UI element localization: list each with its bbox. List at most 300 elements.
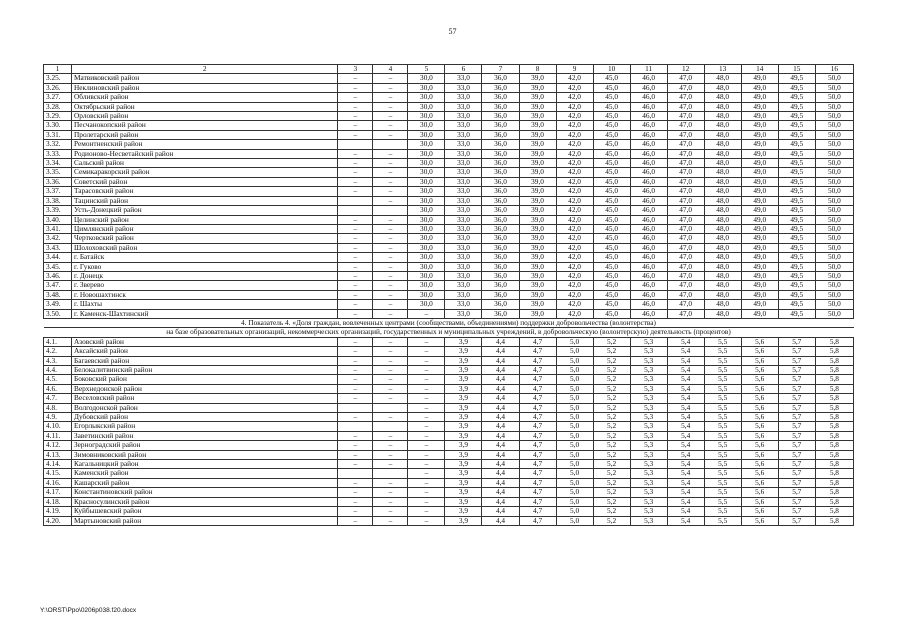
value-cell: – xyxy=(338,309,373,318)
value-cell: 5,5 xyxy=(704,356,741,365)
value-cell: 5,6 xyxy=(741,337,778,346)
row-number: 3.42. xyxy=(44,234,72,243)
value-cell: 49,0 xyxy=(741,215,778,224)
value-cell: 47,0 xyxy=(667,262,704,271)
value-cell: 39,0 xyxy=(519,234,556,243)
value-cell: 30,0 xyxy=(408,206,445,215)
value-cell: 3,9 xyxy=(445,507,482,516)
value-cell: 33,0 xyxy=(445,271,482,280)
value-cell: 5,7 xyxy=(778,347,815,356)
value-cell: 5,4 xyxy=(667,497,704,506)
value-cell: 4,7 xyxy=(519,478,556,487)
value-cell: 5,5 xyxy=(704,394,741,403)
row-number: 4.6. xyxy=(44,384,72,393)
value-cell: 49,0 xyxy=(741,74,778,83)
district-name: Кагальницкий район xyxy=(72,460,338,469)
value-cell: 5,4 xyxy=(667,366,704,375)
value-cell: 49,0 xyxy=(741,149,778,158)
value-cell: 5,2 xyxy=(593,366,630,375)
district-name: Шолоховский район xyxy=(72,243,338,252)
value-cell: 45,0 xyxy=(593,177,630,186)
table-header-row xyxy=(44,65,854,74)
row-number: 3.40. xyxy=(44,215,72,224)
value-cell: 47,0 xyxy=(667,187,704,196)
value-cell: 46,0 xyxy=(630,196,667,205)
value-cell: 5,0 xyxy=(556,497,593,506)
value-cell: 30,0 xyxy=(408,196,445,205)
value-cell: – xyxy=(408,488,445,497)
value-cell: 49,0 xyxy=(741,159,778,168)
value-cell: 5,2 xyxy=(593,497,630,506)
table-row xyxy=(44,168,854,177)
value-cell: 33,0 xyxy=(445,196,482,205)
value-cell xyxy=(338,206,373,215)
value-cell: – xyxy=(373,337,408,346)
value-cell: 49,5 xyxy=(778,83,815,92)
value-cell: – xyxy=(338,271,373,280)
value-cell: 5,4 xyxy=(667,507,704,516)
district-name: Усть-Донецкий район xyxy=(72,206,338,215)
value-cell: 47,0 xyxy=(667,121,704,130)
section-title: 4. Показатель 4. «Доля граждан, вовлеченных центрами (сообществами, объединениями) поддержки добровольчества (волонтерства) xyxy=(44,318,854,327)
value-cell: 45,0 xyxy=(593,140,630,149)
value-cell: 4,7 xyxy=(519,469,556,478)
value-cell: 33,0 xyxy=(445,206,482,215)
row-number: 4.7. xyxy=(44,394,72,403)
value-cell: 5,5 xyxy=(704,375,741,384)
value-cell: 30,0 xyxy=(408,262,445,271)
value-cell: – xyxy=(408,450,445,459)
district-name: Веселовский район xyxy=(72,394,338,403)
value-cell: 5,2 xyxy=(593,516,630,525)
table-row xyxy=(44,281,854,290)
table-row xyxy=(44,337,854,346)
value-cell: 5,2 xyxy=(593,431,630,440)
value-cell: 36,0 xyxy=(482,290,519,299)
value-cell: 36,0 xyxy=(482,112,519,121)
row-number: 4.2. xyxy=(44,347,72,356)
value-cell: 50,0 xyxy=(815,121,853,130)
value-cell: – xyxy=(338,290,373,299)
value-cell: 16 xyxy=(815,65,853,74)
value-cell: – xyxy=(338,281,373,290)
value-cell: 33,0 xyxy=(445,140,482,149)
row-number: 4.10. xyxy=(44,422,72,431)
value-cell: – xyxy=(373,177,408,186)
value-cell: 5,4 xyxy=(667,469,704,478)
value-cell: 50,0 xyxy=(815,187,853,196)
value-cell: 5,8 xyxy=(815,469,853,478)
value-cell: 5,0 xyxy=(556,516,593,525)
value-cell: 49,5 xyxy=(778,206,815,215)
value-cell: – xyxy=(373,159,408,168)
value-cell: 5,4 xyxy=(667,356,704,365)
value-cell: 5,0 xyxy=(556,469,593,478)
value-cell: 46,0 xyxy=(630,130,667,139)
table-row xyxy=(44,309,854,318)
value-cell: 49,0 xyxy=(741,196,778,205)
value-cell: 5,2 xyxy=(593,413,630,422)
table-row xyxy=(44,497,854,506)
value-cell: 4,4 xyxy=(482,413,519,422)
district-name: Дубовский район xyxy=(72,413,338,422)
value-cell: – xyxy=(408,507,445,516)
table-row xyxy=(44,224,854,233)
value-cell: 5,3 xyxy=(630,347,667,356)
value-cell: 4,7 xyxy=(519,337,556,346)
value-cell: 46,0 xyxy=(630,253,667,262)
value-cell xyxy=(338,403,373,412)
district-name: Цимлянский район xyxy=(72,224,338,233)
value-cell: 48,0 xyxy=(704,112,741,121)
value-cell: – xyxy=(408,384,445,393)
value-cell: – xyxy=(373,74,408,83)
value-cell: 50,0 xyxy=(815,83,853,92)
value-cell: – xyxy=(408,413,445,422)
value-cell: 33,0 xyxy=(445,102,482,111)
value-cell: 50,0 xyxy=(815,234,853,243)
value-cell: 30,0 xyxy=(408,93,445,102)
value-cell: – xyxy=(373,507,408,516)
value-cell: 5,5 xyxy=(704,478,741,487)
value-cell: 49,5 xyxy=(778,309,815,318)
value-cell: 46,0 xyxy=(630,290,667,299)
value-cell: – xyxy=(338,441,373,450)
value-cell: 5,3 xyxy=(630,507,667,516)
value-cell: 46,0 xyxy=(630,300,667,309)
value-cell: 5,8 xyxy=(815,460,853,469)
value-cell: 39,0 xyxy=(519,187,556,196)
value-cell: 3,9 xyxy=(445,469,482,478)
value-cell: 3,9 xyxy=(445,347,482,356)
value-cell: 5,6 xyxy=(741,413,778,422)
value-cell: 50,0 xyxy=(815,112,853,121)
district-name: Красносулинский район xyxy=(72,497,338,506)
value-cell: 47,0 xyxy=(667,234,704,243)
value-cell: 49,0 xyxy=(741,243,778,252)
table-row xyxy=(44,450,854,459)
value-cell: 5,5 xyxy=(704,413,741,422)
value-cell: – xyxy=(373,394,408,403)
value-cell: 48,0 xyxy=(704,93,741,102)
value-cell: 49,0 xyxy=(741,262,778,271)
value-cell: 39,0 xyxy=(519,224,556,233)
value-cell: 4,7 xyxy=(519,366,556,375)
section-title: на базе образовательных организаций, некоммерческих организаций, государственных и муниципальных учреждений, в добровольческую (волонтерскую) деятельность (процентов) xyxy=(44,328,854,337)
value-cell: 46,0 xyxy=(630,215,667,224)
value-cell: 10 xyxy=(593,65,630,74)
value-cell: 48,0 xyxy=(704,309,741,318)
value-cell: – xyxy=(338,224,373,233)
value-cell: 33,0 xyxy=(445,149,482,158)
value-cell: 5,7 xyxy=(778,356,815,365)
value-cell: 47,0 xyxy=(667,215,704,224)
value-cell: 5,5 xyxy=(704,422,741,431)
value-cell: 5,0 xyxy=(556,507,593,516)
table-row xyxy=(44,384,854,393)
value-cell: 39,0 xyxy=(519,300,556,309)
value-cell: 49,5 xyxy=(778,187,815,196)
value-cell: – xyxy=(338,460,373,469)
row-number: 3.31. xyxy=(44,130,72,139)
row-number: 4.8. xyxy=(44,403,72,412)
value-cell: 49,5 xyxy=(778,224,815,233)
value-cell xyxy=(338,469,373,478)
value-cell: 5,6 xyxy=(741,375,778,384)
value-cell: 5,0 xyxy=(556,413,593,422)
value-cell: 3,9 xyxy=(445,366,482,375)
value-cell: 49,5 xyxy=(778,121,815,130)
value-cell: 5,8 xyxy=(815,516,853,525)
value-cell: – xyxy=(338,149,373,158)
value-cell: 42,0 xyxy=(556,177,593,186)
value-cell: 5,7 xyxy=(778,450,815,459)
value-cell: 49,0 xyxy=(741,187,778,196)
value-cell: 49,5 xyxy=(778,74,815,83)
value-cell: 39,0 xyxy=(519,168,556,177)
value-cell: 5,3 xyxy=(630,431,667,440)
table-row xyxy=(44,507,854,516)
row-number: 3.44. xyxy=(44,253,72,262)
row-number: 4.11. xyxy=(44,431,72,440)
value-cell: 47,0 xyxy=(667,309,704,318)
value-cell: 45,0 xyxy=(593,309,630,318)
value-cell: – xyxy=(373,121,408,130)
value-cell: 49,0 xyxy=(741,253,778,262)
value-cell: 49,0 xyxy=(741,177,778,186)
value-cell: – xyxy=(338,253,373,262)
value-cell: 4,4 xyxy=(482,394,519,403)
district-name: Аксайский район xyxy=(72,347,338,356)
value-cell: 48,0 xyxy=(704,206,741,215)
value-cell: 4,4 xyxy=(482,469,519,478)
value-cell: 5,2 xyxy=(593,460,630,469)
value-cell: – xyxy=(373,130,408,139)
value-cell: – xyxy=(338,130,373,139)
table-row xyxy=(44,206,854,215)
district-name: Верхнедонской район xyxy=(72,384,338,393)
value-cell: – xyxy=(338,243,373,252)
district-name: г. Донецк xyxy=(72,271,338,280)
district-name: 2 xyxy=(72,65,338,74)
row-number: 4.5. xyxy=(44,375,72,384)
value-cell: 5,4 xyxy=(667,394,704,403)
value-cell: 4,7 xyxy=(519,441,556,450)
value-cell: – xyxy=(338,366,373,375)
value-cell: 39,0 xyxy=(519,290,556,299)
value-cell: 5,6 xyxy=(741,394,778,403)
value-cell xyxy=(338,196,373,205)
value-cell: 48,0 xyxy=(704,243,741,252)
value-cell: – xyxy=(338,159,373,168)
value-cell: 33,0 xyxy=(445,253,482,262)
value-cell xyxy=(373,206,408,215)
value-cell: 30,0 xyxy=(408,215,445,224)
value-cell: 49,5 xyxy=(778,102,815,111)
value-cell: 47,0 xyxy=(667,224,704,233)
value-cell: 5,8 xyxy=(815,450,853,459)
value-cell: 33,0 xyxy=(445,234,482,243)
value-cell: 4,7 xyxy=(519,450,556,459)
value-cell: 49,0 xyxy=(741,206,778,215)
value-cell: 5,4 xyxy=(667,384,704,393)
value-cell: 5,3 xyxy=(630,403,667,412)
value-cell: 49,0 xyxy=(741,93,778,102)
district-name: Чертковский район xyxy=(72,234,338,243)
value-cell: 30,0 xyxy=(408,187,445,196)
table-row xyxy=(44,516,854,525)
value-cell: 36,0 xyxy=(482,300,519,309)
value-cell: 42,0 xyxy=(556,234,593,243)
value-cell: 4 xyxy=(373,65,408,74)
value-cell: – xyxy=(373,441,408,450)
value-cell: 49,5 xyxy=(778,300,815,309)
value-cell: – xyxy=(408,403,445,412)
value-cell: 36,0 xyxy=(482,243,519,252)
value-cell: 4,4 xyxy=(482,497,519,506)
value-cell: 5,6 xyxy=(741,384,778,393)
value-cell: 5,4 xyxy=(667,460,704,469)
value-cell: 5,0 xyxy=(556,384,593,393)
value-cell: 30,0 xyxy=(408,130,445,139)
district-name: Константиновский район xyxy=(72,488,338,497)
value-cell: – xyxy=(373,478,408,487)
value-cell: 50,0 xyxy=(815,74,853,83)
table-row xyxy=(44,102,854,111)
district-name: г. Шахты xyxy=(72,300,338,309)
value-cell: 45,0 xyxy=(593,112,630,121)
district-name: г. Батайск xyxy=(72,253,338,262)
table-row xyxy=(44,422,854,431)
value-cell: – xyxy=(373,488,408,497)
row-number: 4.20. xyxy=(44,516,72,525)
value-cell: 30,0 xyxy=(408,224,445,233)
value-cell: 3,9 xyxy=(445,488,482,497)
value-cell: 33,0 xyxy=(445,281,482,290)
value-cell: 4,4 xyxy=(482,488,519,497)
value-cell: 47,0 xyxy=(667,290,704,299)
row-number: 4.18. xyxy=(44,497,72,506)
value-cell: 5,8 xyxy=(815,507,853,516)
value-cell: – xyxy=(373,112,408,121)
value-cell: 50,0 xyxy=(815,281,853,290)
value-cell: – xyxy=(373,196,408,205)
value-cell: 45,0 xyxy=(593,215,630,224)
value-cell: 49,5 xyxy=(778,281,815,290)
row-number: 4.12. xyxy=(44,441,72,450)
value-cell: 33,0 xyxy=(445,168,482,177)
value-cell: 5,7 xyxy=(778,422,815,431)
value-cell: 39,0 xyxy=(519,271,556,280)
value-cell: 5,3 xyxy=(630,516,667,525)
value-cell: – xyxy=(373,290,408,299)
row-number: 4.16. xyxy=(44,478,72,487)
district-name: Заветинский район xyxy=(72,431,338,440)
value-cell: 4,7 xyxy=(519,394,556,403)
value-cell: 42,0 xyxy=(556,206,593,215)
district-name: Боковский район xyxy=(72,375,338,384)
value-cell: 42,0 xyxy=(556,121,593,130)
value-cell: 45,0 xyxy=(593,253,630,262)
table-row xyxy=(44,460,854,469)
value-cell: 42,0 xyxy=(556,168,593,177)
value-cell: 36,0 xyxy=(482,177,519,186)
value-cell: 48,0 xyxy=(704,262,741,271)
value-cell: 5,7 xyxy=(778,497,815,506)
table-row xyxy=(44,140,854,149)
file-path-footer: Y:\ORST\Ppo\0206p038.f20.docx xyxy=(40,607,137,614)
district-name: Каменский район xyxy=(72,469,338,478)
value-cell: 5,2 xyxy=(593,356,630,365)
value-cell: 48,0 xyxy=(704,187,741,196)
value-cell: 4,4 xyxy=(482,356,519,365)
value-cell: – xyxy=(408,356,445,365)
value-cell: 5,6 xyxy=(741,460,778,469)
value-cell: 49,5 xyxy=(778,130,815,139)
district-name: Орловский район xyxy=(72,112,338,121)
value-cell: 49,5 xyxy=(778,271,815,280)
value-cell: 42,0 xyxy=(556,196,593,205)
district-name: Родионово-Несветайский район xyxy=(72,149,338,158)
value-cell: 39,0 xyxy=(519,281,556,290)
value-cell: 5,0 xyxy=(556,394,593,403)
value-cell: 49,5 xyxy=(778,149,815,158)
value-cell: 50,0 xyxy=(815,130,853,139)
row-number: 4.19. xyxy=(44,507,72,516)
value-cell: 5,7 xyxy=(778,460,815,469)
value-cell: 5,6 xyxy=(741,431,778,440)
value-cell: 4,4 xyxy=(482,337,519,346)
value-cell: 46,0 xyxy=(630,159,667,168)
row-number: 3.43. xyxy=(44,243,72,252)
value-cell: 36,0 xyxy=(482,309,519,318)
value-cell: 33,0 xyxy=(445,262,482,271)
value-cell: 5,8 xyxy=(815,497,853,506)
value-cell: 15 xyxy=(778,65,815,74)
value-cell: 42,0 xyxy=(556,224,593,233)
row-number: 4.14. xyxy=(44,460,72,469)
value-cell: 30,0 xyxy=(408,177,445,186)
value-cell: 3,9 xyxy=(445,441,482,450)
value-cell: 5,4 xyxy=(667,516,704,525)
district-name: Неклиновский район xyxy=(72,83,338,92)
value-cell: 5,7 xyxy=(778,403,815,412)
value-cell: – xyxy=(408,497,445,506)
value-cell: 5,5 xyxy=(704,488,741,497)
row-number: 3.38. xyxy=(44,196,72,205)
value-cell: 39,0 xyxy=(519,159,556,168)
value-cell: – xyxy=(338,83,373,92)
value-cell: 5,5 xyxy=(704,384,741,393)
value-cell: 5,8 xyxy=(815,337,853,346)
district-name: г. Каменск-Шахтинский xyxy=(72,309,338,318)
table-row xyxy=(44,262,854,271)
value-cell: 5,4 xyxy=(667,413,704,422)
value-cell: 36,0 xyxy=(482,140,519,149)
table-row xyxy=(44,112,854,121)
value-cell: 36,0 xyxy=(482,74,519,83)
value-cell: 30,0 xyxy=(408,121,445,130)
value-cell: 5,8 xyxy=(815,441,853,450)
value-cell: 3,9 xyxy=(445,337,482,346)
value-cell: 48,0 xyxy=(704,83,741,92)
value-cell: 5,6 xyxy=(741,366,778,375)
district-name: г. Гуково xyxy=(72,262,338,271)
value-cell: 5,6 xyxy=(741,441,778,450)
value-cell: 5,6 xyxy=(741,450,778,459)
value-cell: – xyxy=(338,507,373,516)
value-cell: 45,0 xyxy=(593,187,630,196)
